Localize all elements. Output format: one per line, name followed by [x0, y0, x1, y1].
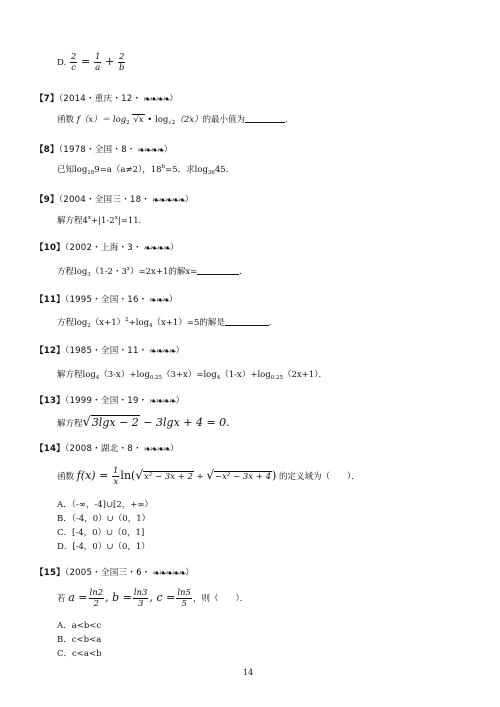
problem-14-header: 【14】（2008・湖北・8・ ❧❧❧❧）	[35, 444, 179, 455]
fraction-2-over-c: $\frac{2}{c}$	[70, 52, 77, 73]
problem-8-body: 已知$\log_{18}9=a(a\ne 2)$，$18^b=5$．求$\log_{36}45$．	[57, 164, 235, 176]
option-a: A．（-∞，-4]∪[2，+∞）	[57, 500, 153, 510]
fraction-ln3-over-3: $\frac{\ln 3}{3}$	[133, 588, 148, 609]
problem-7-header: 【7】（2014・重庆・12・ ❧❧❧❧）	[35, 94, 179, 105]
option-c: C．c<a<b	[57, 649, 102, 659]
difficulty-stars-icon: ❧❧❧❧	[137, 146, 164, 156]
option-a: A．a<b<c	[57, 621, 102, 631]
difficulty-stars-icon: ❧❧❧❧❧	[152, 569, 186, 579]
difficulty-stars-icon: ❧❧❧	[149, 296, 170, 306]
problem-10-body: 方程$\log_3(1-2$・$3^x)=2x+1$的解x= ．	[57, 266, 248, 278]
problem-11-body: 方程$\log_2(x+1)^2+\log_4(x+1)=5$的解是 ．	[57, 317, 278, 329]
problem-12-body: 解方程$\log_4(3-x)+\log_{0.25}(3+x)=\log_4(1-x)+\log_{0.25}(2x+1)$．	[57, 370, 327, 381]
page-number: 14	[243, 668, 254, 677]
problem-12-header: 【12】（1985・全国・11・ ❧❧❧❧）	[35, 346, 185, 357]
fraction-ln5-over-5: $\frac{\ln 5}{5}$	[177, 588, 191, 609]
difficulty-stars-icon: ❧❧❧❧	[143, 95, 170, 105]
option-d-line: D. $\frac{2}{c}$ = $\frac{1}{a}$ + $\frac{2}{b}$	[57, 52, 125, 73]
problem-14-body: 函数 f(x) = $\frac{1}{x}$ ln(√x² − 3x + 2 + √−x² − 3x + 4) 的定义域为（ ）．	[57, 466, 360, 487]
problem-10-header: 【10】（2002・上海・3・ ❧❧❧❧）	[35, 243, 179, 254]
problem-13-header: 【13】（1999・全国・19・ ❧❧❧❧）	[35, 396, 185, 407]
option-c: C．[-4，0）∪（0，1]	[57, 528, 145, 538]
problem-9-header: 【9】（2004・全国三・18・ ❧❧❧❧❧）	[35, 195, 194, 206]
option-b: B．（-4，0）∪（0，1）	[57, 514, 151, 524]
problem-13-body: 解方程√3lgx − 2 − 3lgx + 4 = 0.	[57, 415, 230, 430]
problem-15-header: 【15】（2005・全国三・6・ ❧❧❧❧❧）	[35, 568, 195, 579]
problem-8-header: 【8】（1978・全国・8・ ❧❧❧❧）	[35, 145, 173, 156]
answer-blank	[245, 122, 285, 123]
answer-blank	[197, 274, 239, 275]
problem-9-body: 解方程$4^x+|1-2^x|=11$．	[57, 215, 148, 226]
fraction-ln2-over-2: $\frac{\ln 2}{2}$	[89, 588, 104, 609]
problem-11-header: 【11】（1995・全国・16・ ❧❧❧）	[35, 295, 178, 306]
difficulty-stars-icon: ❧❧❧❧	[149, 397, 176, 407]
problem-15-body: 若 a = $\frac{\ln 2}{2}$ , b = $\frac{\ln 3}{3}$ , c = $\frac{\ln 5}{5}$ ，则（ ）．	[57, 588, 249, 609]
difficulty-stars-icon: ❧❧❧❧	[143, 445, 170, 455]
difficulty-stars-icon: ❧❧❧❧❧	[152, 196, 185, 206]
fraction-1-over-a: $\frac{1}{a}$	[94, 52, 101, 73]
option-label: D.	[57, 58, 67, 68]
difficulty-stars-icon: ❧❧❧❧	[149, 347, 176, 357]
option-b: B．c<b<a	[57, 635, 102, 645]
problem-7-body: 函数 $f(x)= \log_2 √x$ • $\log_{√2}(2x)$的最小值为 ．	[57, 115, 294, 126]
fraction-1-over-x: $\frac{1}{x}$	[113, 466, 119, 487]
answer-blank	[225, 325, 269, 326]
option-d: D．[-4，0）∪（0，1）	[57, 542, 150, 552]
difficulty-stars-icon: ❧❧❧❧	[143, 244, 170, 254]
fraction-2-over-b: $\frac{2}{b}$	[119, 52, 125, 73]
